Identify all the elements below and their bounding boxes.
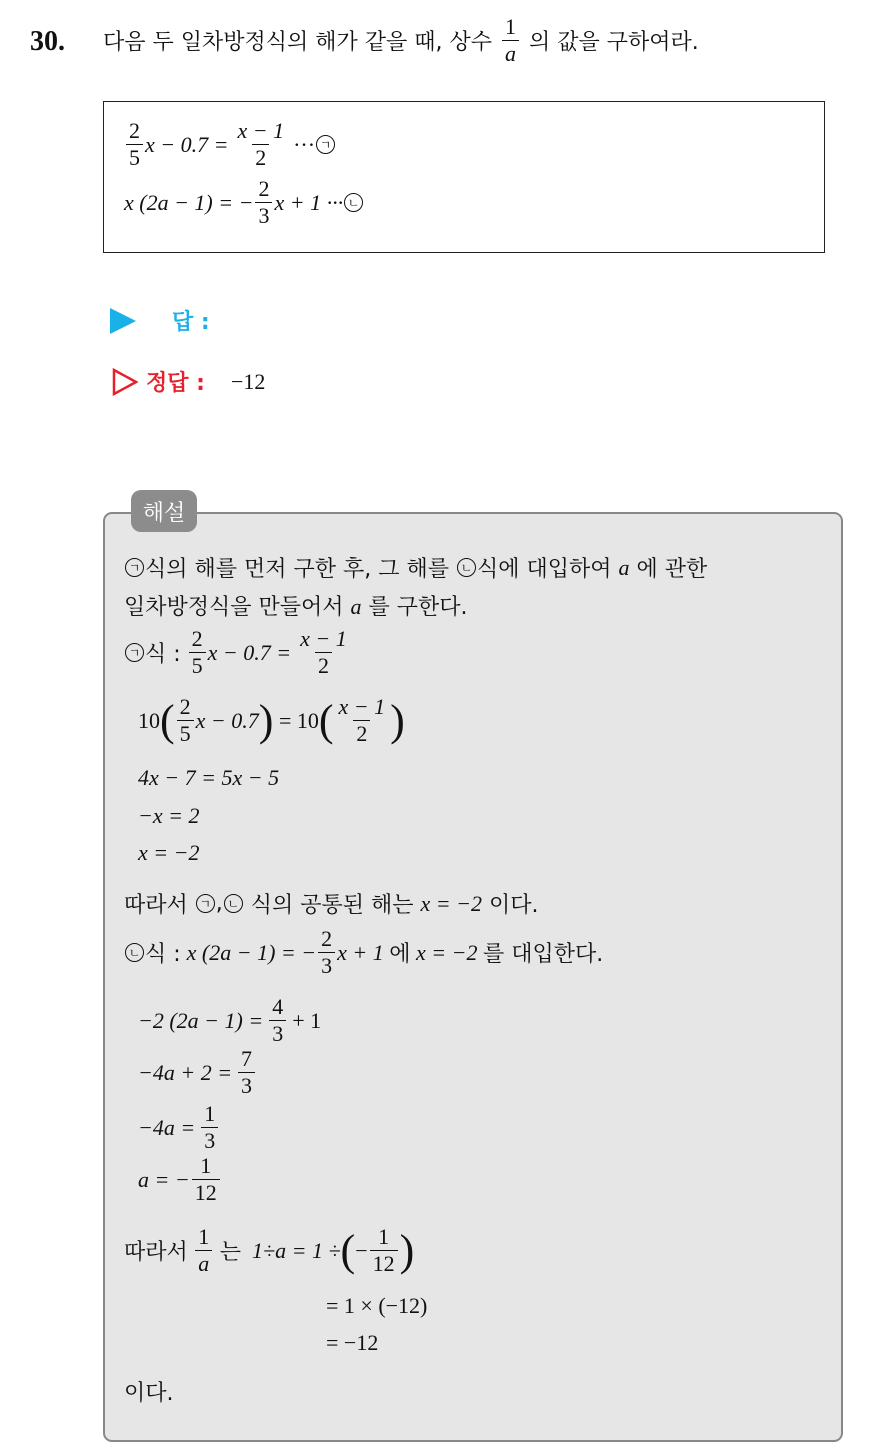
- answer-label: 답 :: [172, 310, 210, 335]
- marker-nieun-icon: ㄴ: [344, 193, 363, 212]
- solution-common: 따라서 ㄱ , ㄴ 식의 공통된 해는 x = −2 이다.: [124, 890, 539, 918]
- play-triangle-icon: [110, 308, 136, 334]
- solution-intro-line1: ㄱ 식의 해를 먼저 구한 후, 그 해를 ㄴ 식에 대입하여 a 에 관한: [124, 552, 707, 583]
- equation-1: $\frac{2}{5}$ x − 0.7 = $\frac{x - 1}{2}$ ··· ㄱ: [124, 120, 336, 169]
- solution-step9: −4a = $\frac{1}{3}$: [138, 1103, 224, 1152]
- marker-giyeok-icon: ㄱ: [125, 558, 144, 577]
- solution-step1: ㄱ 식 : $\frac{2}{5}$ x − 0.7 = $\frac{x - 1}{2}$: [124, 628, 356, 677]
- question-text-after: 의 값을 구하여라.: [529, 30, 699, 55]
- solution-final-line3: = −12: [326, 1330, 379, 1355]
- solution-intro-line2: 일차방정식을 만들어서 a 를 구한다.: [124, 594, 468, 620]
- marker-nieun-icon: ㄴ: [457, 558, 476, 577]
- solution-end: 이다.: [124, 1381, 174, 1406]
- solution-step7: −2 (2a − 1) = $\frac{4}{3}$ + 1: [138, 994, 322, 1046]
- marker-nieun-icon: ㄴ: [224, 894, 243, 913]
- question-number: 30.: [30, 26, 65, 57]
- solution-step3: 4x − 7 = 5x − 5: [138, 765, 280, 790]
- marker-nieun-icon: ㄴ: [125, 943, 144, 962]
- solution-final: 따라서 $\frac{1}{a}$ 는 1÷a = 1 ÷ ( − $\frac{1}{12}$ ): [124, 1224, 415, 1276]
- correct-answer-row: [112, 366, 265, 397]
- correct-answer-value: −12: [230, 368, 266, 394]
- equation-2: x (2a − 1) = − $\frac{2}{3}$ x + 1 ··· ㄴ: [124, 178, 364, 227]
- answer-row: [110, 305, 210, 336]
- solution-step2: 10 ( $\frac{2}{5}$ x − 0.7 ) = 10 ( $\frac{x - 1}{2}$ ): [138, 694, 405, 746]
- solution-step6: ㄴ 식 : x (2a − 1) = − $\frac{2}{3}$ x + 1 에 x = −2 를 대입한다.: [124, 928, 603, 977]
- solution-tag: 해설: [131, 490, 197, 532]
- outline-triangle-icon: [112, 368, 138, 396]
- solution-step4: −x = 2: [138, 803, 200, 828]
- marker-giyeok-icon: ㄱ: [316, 135, 335, 154]
- marker-giyeok-icon: ㄱ: [125, 643, 144, 662]
- solution-step5: x = −2: [138, 840, 200, 865]
- solution-step8: −4a + 2 = $\frac{7}{3}$: [138, 1048, 261, 1097]
- question-text: [103, 16, 699, 65]
- correct-answer-label: 정답 :: [146, 371, 205, 396]
- marker-giyeok-icon: ㄱ: [196, 894, 215, 913]
- question-text-before: 다음 두 일차방정식의 해가 같을 때, 상수: [103, 30, 492, 55]
- solution-final-line2: = 1 × (−12): [326, 1293, 428, 1318]
- solution-step10: a = − $\frac{1}{12}$: [138, 1155, 222, 1204]
- question-fraction: $\frac{1}{a}$: [502, 16, 519, 65]
